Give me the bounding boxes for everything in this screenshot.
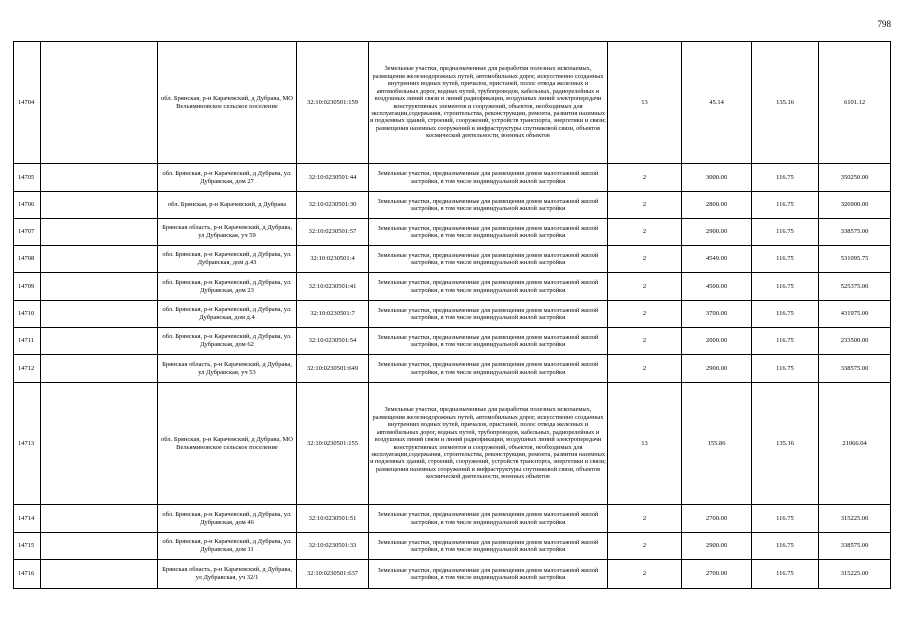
area-cell: 2700.00 xyxy=(682,505,752,533)
blank-cell xyxy=(41,505,158,533)
table-body xyxy=(14,42,891,589)
blank-cell xyxy=(41,560,158,589)
specific-value-cell: 135.16 xyxy=(752,42,819,164)
cadastral-number-cell: 32:10:0230501:30 xyxy=(297,192,369,219)
area-cell: 2900.00 xyxy=(682,533,752,560)
address-cell: обл. Брянская, р-н Карачевский, д Дубрава, МО Вельяминовское сельское поселение xyxy=(158,42,297,164)
group-number-cell: 2 xyxy=(608,355,682,383)
blank-cell xyxy=(41,219,158,246)
blank-cell xyxy=(41,164,158,192)
blank-cell xyxy=(41,301,158,328)
cadastral-number-cell: 32:10:0230501:33 xyxy=(297,533,369,560)
address-cell: обл. Брянская, р-н Карачевский, д Дубрава, ул. Дубравская, дом д.43 xyxy=(158,246,297,273)
group-number-cell: 2 xyxy=(608,328,682,355)
address-cell: Брянская область, р-н Карачевский, д Дубрава, ул Дубравская, уч 53 xyxy=(158,355,297,383)
cadastral-number-cell: 32:10:0230501:7 xyxy=(297,301,369,328)
cadastral-value-cell: 531095.75 xyxy=(819,246,891,273)
group-number-cell: 2 xyxy=(608,246,682,273)
table-row xyxy=(14,42,891,164)
row-number: 14714 xyxy=(14,505,41,533)
cadastral-number-cell: 32:10:0230501:4 xyxy=(297,246,369,273)
specific-value-cell: 116.75 xyxy=(752,219,819,246)
row-number: 14716 xyxy=(14,560,41,589)
cadastral-value-cell: 431975.00 xyxy=(819,301,891,328)
group-number-cell: 13 xyxy=(608,383,682,505)
land-use-description-cell: Земельные участки, предназначенные для размещения домов малоэтажной жилой застройки, в том числе индивидуальной жилой застройки xyxy=(369,560,608,589)
cadastral-value-cell: 338575.00 xyxy=(819,355,891,383)
blank-cell xyxy=(41,273,158,301)
cadastral-number-cell: 32:10:0230501:637 xyxy=(297,560,369,589)
area-cell: 2000.00 xyxy=(682,328,752,355)
specific-value-cell: 116.75 xyxy=(752,560,819,589)
row-number: 14706 xyxy=(14,192,41,219)
specific-value-cell: 116.75 xyxy=(752,301,819,328)
row-number: 14708 xyxy=(14,246,41,273)
blank-cell xyxy=(41,42,158,164)
specific-value-cell: 116.75 xyxy=(752,246,819,273)
group-number-cell: 13 xyxy=(608,42,682,164)
table-row xyxy=(14,301,891,328)
blank-cell xyxy=(41,246,158,273)
area-cell: 2900.00 xyxy=(682,219,752,246)
area-cell: 4500.00 xyxy=(682,273,752,301)
area-cell: 3000.00 xyxy=(682,164,752,192)
cadastral-value-cell: 21066.04 xyxy=(819,383,891,505)
area-cell: 4549.00 xyxy=(682,246,752,273)
land-use-description-cell: Земельные участки, предназначенные для размещения домов малоэтажной жилой застройки, в том числе индивидуальной жилой застройки xyxy=(369,246,608,273)
group-number-cell: 2 xyxy=(608,219,682,246)
page-number: 798 xyxy=(877,19,891,29)
specific-value-cell: 116.75 xyxy=(752,273,819,301)
row-number: 14711 xyxy=(14,328,41,355)
address-cell: обл. Брянская, р-н Карачевский, д Дубрава xyxy=(158,192,297,219)
row-number: 14707 xyxy=(14,219,41,246)
specific-value-cell: 116.75 xyxy=(752,355,819,383)
group-number-cell: 2 xyxy=(608,533,682,560)
address-cell: обл. Брянская, р-н Карачевский, д Дубрава, ул. Дубравская, дом 62 xyxy=(158,328,297,355)
land-use-description-cell: Земельные участки, предназначенные для разработки полезных ископаемых, размещения железнодорожных путей, автомобильных дорог, искусственно созданных внутренних водных путей, причалов, пристаней, полос отвода железных и автомобильных дорог, водных путей, трубопроводов, кабельных, радиорелейных и воздушных линий связи и линий радиофикации, воздушных линий электропередачи конструктивных элементов и сооружений, объектов, необходимых для эксплуатации,содержания, строительства, реконструкции, ремонта, развития наземных и подземных зданий, строений, сооружений, устройств транспорта, энергетики и связи; размещения наземных сооружений и инфраструктуры спутниковой связи, объектов космической деятельности, военных объектов xyxy=(369,42,608,164)
cadastral-value-cell: 233500.00 xyxy=(819,328,891,355)
group-number-cell: 2 xyxy=(608,273,682,301)
specific-value-cell: 135.16 xyxy=(752,383,819,505)
cadastral-number-cell: 32:10:0230501:41 xyxy=(297,273,369,301)
specific-value-cell: 116.75 xyxy=(752,164,819,192)
specific-value-cell: 116.75 xyxy=(752,328,819,355)
area-cell: 3700.00 xyxy=(682,301,752,328)
address-cell: обл. Брянская, р-н Карачевский, д Дубрава, ул. Дубравская, дом 46 xyxy=(158,505,297,533)
area-cell: 2800.00 xyxy=(682,192,752,219)
address-cell: Брянская область, р-н Карачевский, д Дубрава, ул Дубравская, уч 32/1 xyxy=(158,560,297,589)
area-cell: 2900.00 xyxy=(682,355,752,383)
cadastral-value-cell: 350250.00 xyxy=(819,164,891,192)
cadastral-value-cell: 6101.12 xyxy=(819,42,891,164)
row-number: 14710 xyxy=(14,301,41,328)
land-use-description-cell: Земельные участки, предназначенные для размещения домов малоэтажной жилой застройки, в том числе индивидуальной жилой застройки xyxy=(369,505,608,533)
table-row xyxy=(14,328,891,355)
table-row xyxy=(14,505,891,533)
row-number: 14704 xyxy=(14,42,41,164)
cadastral-value-cell: 338575.00 xyxy=(819,219,891,246)
land-use-description-cell: Земельные участки, предназначенные для размещения домов малоэтажной жилой застройки, в том числе индивидуальной жилой застройки xyxy=(369,533,608,560)
address-cell: Брянская область, р-н Карачевский, д Дубрава, ул Дубравская, уч 59 xyxy=(158,219,297,246)
row-number: 14715 xyxy=(14,533,41,560)
land-use-description-cell: Земельные участки, предназначенные для размещения домов малоэтажной жилой застройки, в том числе индивидуальной жилой застройки xyxy=(369,355,608,383)
cadastral-value-cell: 525375.00 xyxy=(819,273,891,301)
cadastral-value-cell: 338575.00 xyxy=(819,533,891,560)
group-number-cell: 2 xyxy=(608,301,682,328)
row-number: 14713 xyxy=(14,383,41,505)
land-use-description-cell: Земельные участки, предназначенные для размещения домов малоэтажной жилой застройки, в том числе индивидуальной жилой застройки xyxy=(369,219,608,246)
blank-cell xyxy=(41,328,158,355)
land-use-description-cell: Земельные участки, предназначенные для размещения домов малоэтажной жилой застройки, в том числе индивидуальной жилой застройки xyxy=(369,273,608,301)
land-use-description-cell: Земельные участки, предназначенные для разработки полезных ископаемых, размещения железнодорожных путей, автомобильных дорог, искусственно созданных внутренних водных путей, причалов, пристаней, полос отвода железных и автомобильных дорог, водных путей, трубопроводов, кабельных, радиорелейных и воздушных линий связи и линий радиофикации, воздушных линий электропередачи конструктивных элементов и сооружений, объектов, необходимых для эксплуатации,содержания, строительства, реконструкции, ремонта, развития наземных и подземных зданий, строений, сооружений, устройств транспорта, энергетики и связи; размещения наземных сооружений и инфраструктуры спутниковой связи, объектов космической деятельности, военных объектов xyxy=(369,383,608,505)
cadastral-number-cell: 32:10:0230501:54 xyxy=(297,328,369,355)
group-number-cell: 2 xyxy=(608,192,682,219)
address-cell: обл. Брянская, р-н Карачевский, д Дубрава, ул. Дубравская, дом д.4 xyxy=(158,301,297,328)
blank-cell xyxy=(41,533,158,560)
specific-value-cell: 116.75 xyxy=(752,192,819,219)
address-cell: обл. Брянская, р-н Карачевский, д Дубрава, ул. Дубравская, дом 11 xyxy=(158,533,297,560)
table-row xyxy=(14,219,891,246)
specific-value-cell: 116.75 xyxy=(752,505,819,533)
table-row xyxy=(14,383,891,505)
cadastral-number-cell: 32:10:0230501:51 xyxy=(297,505,369,533)
cadastral-value-cell: 315225.00 xyxy=(819,505,891,533)
blank-cell xyxy=(41,355,158,383)
cadastral-number-cell: 32:10:0230501:155 xyxy=(297,383,369,505)
area-cell: 155.86 xyxy=(682,383,752,505)
cadastral-number-cell: 32:10:0230501:159 xyxy=(297,42,369,164)
specific-value-cell: 116.75 xyxy=(752,533,819,560)
area-cell: 45.14 xyxy=(682,42,752,164)
table-row xyxy=(14,164,891,192)
table-row xyxy=(14,192,891,219)
group-number-cell: 2 xyxy=(608,560,682,589)
table-row xyxy=(14,246,891,273)
address-cell: обл. Брянская, р-н Карачевский, д Дубрава, ул. Дубравская, дом 23 xyxy=(158,273,297,301)
cadastral-value-cell: 326900.00 xyxy=(819,192,891,219)
cadastral-number-cell: 32:10:0230501:649 xyxy=(297,355,369,383)
table-row xyxy=(14,560,891,589)
address-cell: обл. Брянская, р-н Карачевский, д Дубрава, ул. Дубравская, дом 27 xyxy=(158,164,297,192)
blank-cell xyxy=(41,383,158,505)
table-row xyxy=(14,533,891,560)
land-use-description-cell: Земельные участки, предназначенные для размещения домов малоэтажной жилой застройки, в том числе индивидуальной жилой застройки xyxy=(369,164,608,192)
cadastral-number-cell: 32:10:0230501:44 xyxy=(297,164,369,192)
address-cell: обл. Брянская, р-н Карачевский, д Дубрава, МО Вельяминовское сельское поселение xyxy=(158,383,297,505)
area-cell: 2700.00 xyxy=(682,560,752,589)
land-use-description-cell: Земельные участки, предназначенные для размещения домов малоэтажной жилой застройки, в том числе индивидуальной жилой застройки xyxy=(369,301,608,328)
row-number: 14712 xyxy=(14,355,41,383)
land-use-description-cell: Земельные участки, предназначенные для размещения домов малоэтажной жилой застройки, в том числе индивидуальной жилой застройки xyxy=(369,328,608,355)
cadastral-number-cell: 32:10:0230501:57 xyxy=(297,219,369,246)
blank-cell xyxy=(41,192,158,219)
row-number: 14705 xyxy=(14,164,41,192)
group-number-cell: 2 xyxy=(608,505,682,533)
table-row xyxy=(14,355,891,383)
table-row xyxy=(14,273,891,301)
group-number-cell: 2 xyxy=(608,164,682,192)
cadastral-value-table xyxy=(13,41,891,589)
land-use-description-cell: Земельные участки, предназначенные для размещения домов малоэтажной жилой застройки, в том числе индивидуальной жилой застройки xyxy=(369,192,608,219)
cadastral-value-cell: 315225.00 xyxy=(819,560,891,589)
row-number: 14709 xyxy=(14,273,41,301)
